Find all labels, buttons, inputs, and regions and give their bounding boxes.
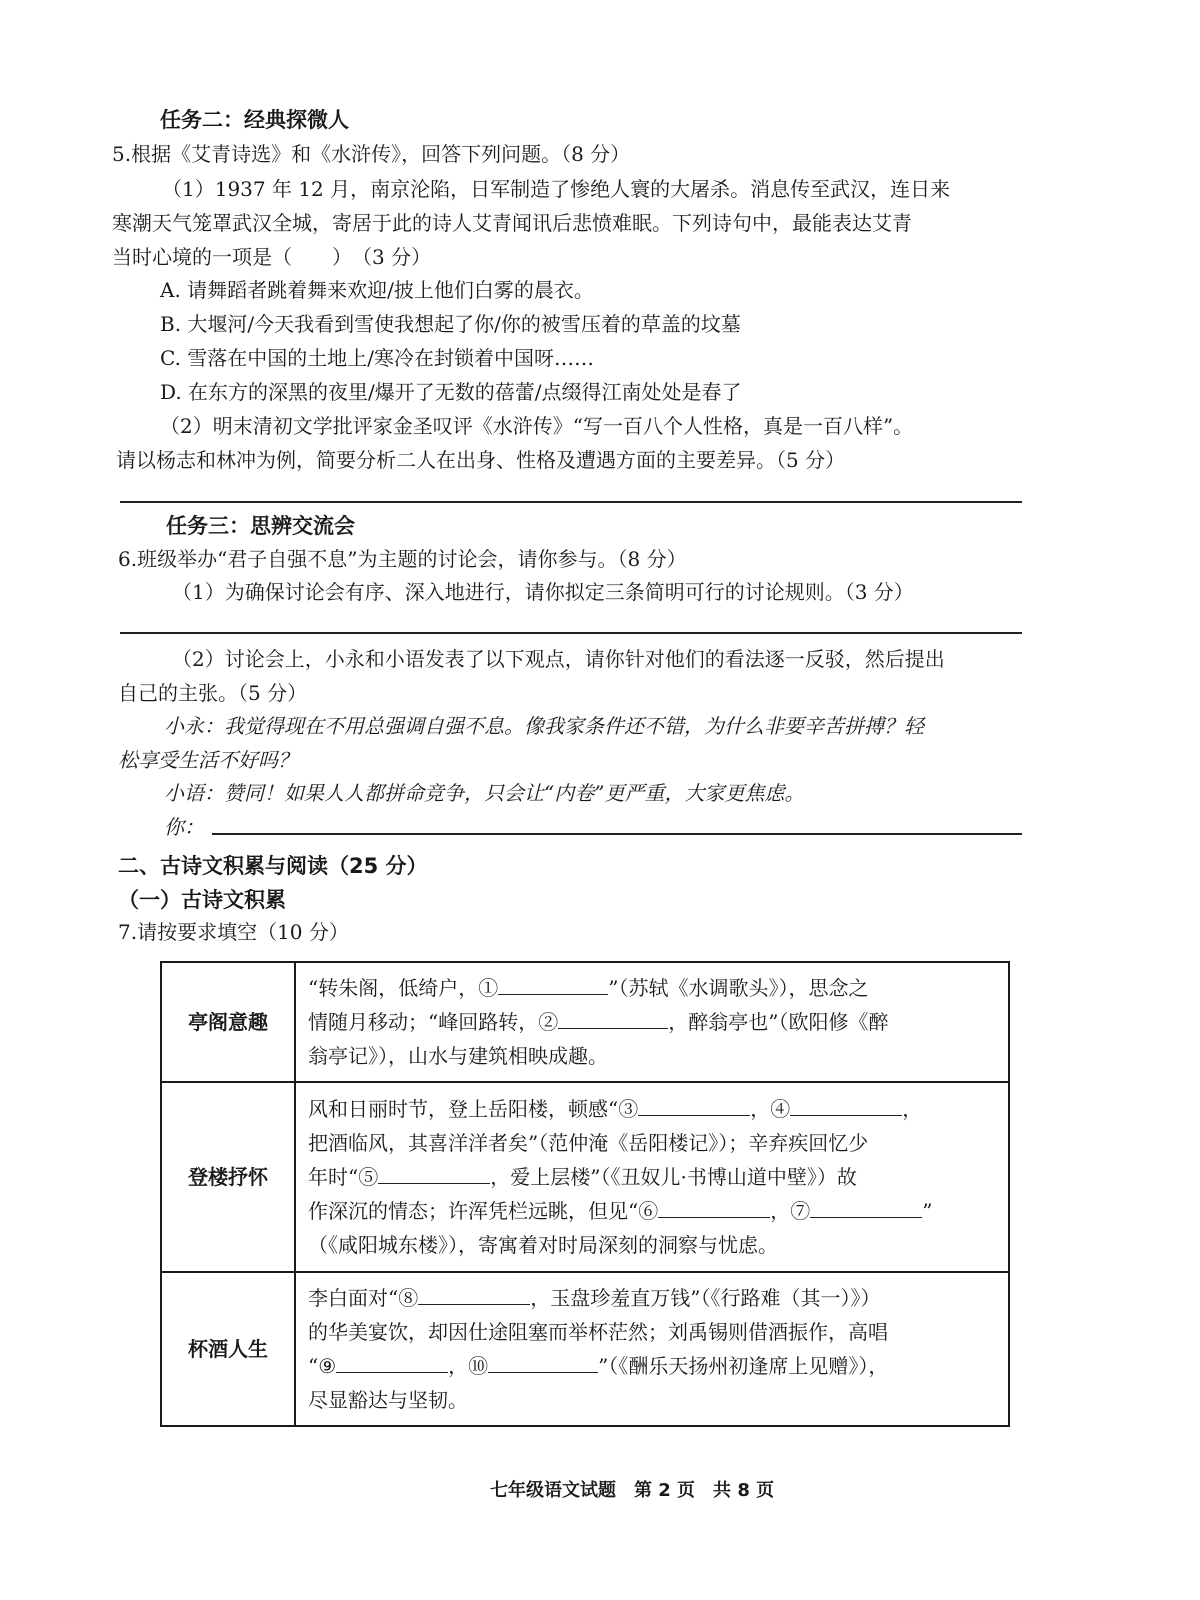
row2-text: 年时“⑤ — [308, 1165, 379, 1189]
question-6-1: （1）为确保讨论会有序、深入地进行，请你拟定三条简明可行的讨论规则。（3 分） — [172, 580, 914, 604]
row-content-wine — [295, 1272, 1009, 1426]
option-d: D. 在东方的深黑的夜里/爆开了无数的蓓蕾/点缀得江南处处是春了 — [160, 380, 742, 404]
question-5-prompt: 5.根据《艾青诗选》和《水浒传》，回答下列问题。（8 分） — [112, 142, 631, 166]
row-heading-tower: 登楼抒怀 — [161, 1082, 295, 1272]
blank-8[interactable] — [418, 1284, 530, 1305]
xiaoyong-statement-line1: 小永：我觉得现在不用总强调自强不息。像我家条件还不错，为什么非要辛苦拼搏？轻 — [164, 714, 924, 738]
row1-text: 翁亭记》），山水与建筑相映成趣。 — [308, 1044, 608, 1068]
row1-text: “转朱阁，低绮户，① — [308, 976, 499, 1000]
question-5-1-line1: （1）1937 年 12 月，南京沦陷，日军制造了惨绝人寰的大屠杀。消息传至武汉，连日来 — [162, 177, 951, 201]
row2-text: 作深沉的情态；许浑凭栏远眺，但见“⑥ — [308, 1199, 659, 1223]
xiaoyu-statement: 小语：赞同！如果人人都拼命竞争，只会让“内卷”更严重，大家更焦虑。 — [164, 781, 805, 805]
row2-text: ” — [922, 1199, 933, 1223]
table-row — [161, 962, 1009, 1082]
question-6-prompt: 6.班级举办“君子自强不息”为主题的讨论会，请你参与。（8 分） — [118, 547, 687, 571]
question-5-1-line2: 寒潮天气笼罩武汉全城，寄居于此的诗人艾青闻讯后悲愤难眠。下列诗句中，最能表达艾青 — [112, 211, 912, 235]
blank-10[interactable] — [488, 1352, 598, 1373]
answer-line-q6-1[interactable] — [120, 632, 1022, 634]
question-5-1-line3: 当时心境的一项是（ ） （3 分） — [112, 245, 432, 269]
question-7-prompt: 7.请按要求填空（10 分） — [118, 920, 349, 944]
row-content-tower — [295, 1082, 1009, 1272]
row3-text: ，玉盘珍羞直万钱”（《行路难（其一）》） — [530, 1286, 881, 1310]
blank-2[interactable] — [558, 1008, 668, 1029]
blank-9[interactable] — [336, 1352, 448, 1373]
page-footer: 七年级语文试题 第 2 页 共 8 页 — [490, 1480, 775, 1501]
question-5-2-line2: 请以杨志和林冲为例，简要分析二人在出身、性格及遭遇方面的主要差异。（5 分） — [116, 448, 846, 472]
question-5-2-line1: （2）明末清初文学批评家金圣叹评《水浒传》“写一百八个人性格，真是一百八样”。 — [160, 414, 914, 438]
blank-5[interactable] — [378, 1163, 490, 1184]
blank-3[interactable] — [638, 1095, 750, 1116]
row3-text: ，⑩ — [448, 1354, 489, 1378]
blank-7[interactable] — [810, 1197, 922, 1218]
blank-4[interactable] — [790, 1095, 902, 1116]
question-6-2-line2: 自己的主张。（5 分） — [118, 681, 308, 705]
row2-text: 把酒临风，其喜洋洋者矣”（范仲淹《岳阳楼记》）；辛弃疾回忆少 — [308, 1131, 869, 1155]
your-response-label: 你： — [164, 815, 204, 839]
part2-subheading: （一）古诗文积累 — [118, 888, 286, 912]
blank-1[interactable] — [498, 974, 608, 995]
row3-text: 尽显豁达与坚韧。 — [308, 1388, 468, 1412]
part2-heading: 二、古诗文积累与阅读（25 分） — [118, 854, 428, 878]
fill-in-table — [160, 961, 1010, 1427]
row1-text: 情随月移动；“峰回路转，② — [308, 1010, 559, 1034]
row3-text: 的华美宴饮，却因仕途阻塞而举杯茫然；刘禹锡则借酒振作，高唱 — [308, 1320, 888, 1344]
row2-text: 风和日丽时节，登上岳阳楼，顿感“③ — [308, 1097, 639, 1121]
row1-text: ，醉翁亭也”（欧阳修《醉 — [668, 1010, 889, 1034]
task3-heading: 任务三：思辨交流会 — [166, 514, 355, 538]
row2-text: ，爱上层楼”（《丑奴儿·书博山道中壁》）故 — [490, 1165, 857, 1189]
row2-text: ，⑦ — [770, 1199, 811, 1223]
row-heading-pavilion: 亭阁意趣 — [161, 962, 295, 1082]
answer-line-q6-2[interactable] — [212, 833, 1022, 835]
xiaoyong-statement-line2: 松享受生活不好吗？ — [118, 748, 298, 772]
row-content-pavilion — [295, 962, 1009, 1082]
answer-line-q5-2[interactable] — [120, 501, 1022, 503]
row3-text: “⑨ — [308, 1354, 337, 1378]
row1-text: ”（苏轼《水调歌头》），思念之 — [608, 976, 869, 1000]
task2-heading: 任务二：经典探微人 — [160, 108, 349, 132]
option-a: A. 请舞蹈者跳着舞来欢迎/披上他们白雾的晨衣。 — [160, 278, 594, 302]
question-6-2-line1: （2）讨论会上，小永和小语发表了以下观点，请你针对他们的看法逐一反驳，然后提出 — [172, 647, 945, 671]
table-row — [161, 1272, 1009, 1426]
row2-text: ， — [902, 1097, 923, 1121]
row2-text: （《咸阳城东楼》），寄寓着对时局深刻的洞察与忧虑。 — [308, 1233, 778, 1257]
row3-text: 李白面对“⑧ — [308, 1286, 419, 1310]
option-c: C. 雪落在中国的土地上/寒冷在封锁着中国呀…… — [160, 346, 595, 370]
option-b: B. 大堰河/今天我看到雪使我想起了你/你的被雪压着的草盖的坟墓 — [160, 312, 741, 336]
row-heading-wine: 杯酒人生 — [161, 1272, 295, 1426]
table-row — [161, 1082, 1009, 1272]
row2-text: ，④ — [750, 1097, 791, 1121]
row3-text: ”（《酬乐天扬州初逢席上见赠》）， — [598, 1354, 889, 1378]
blank-6[interactable] — [658, 1197, 770, 1218]
